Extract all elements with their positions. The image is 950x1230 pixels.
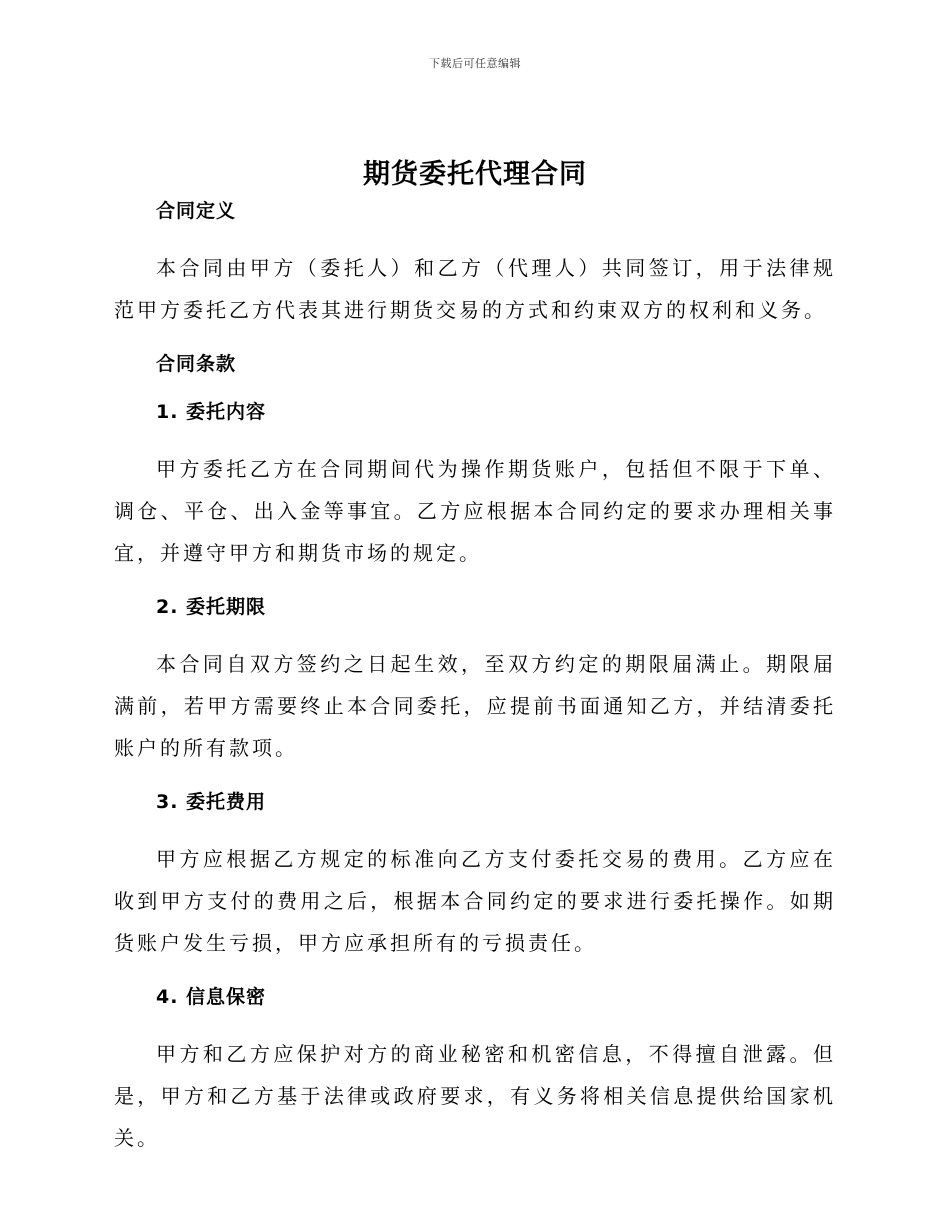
clause-paragraph-4: 甲方和乙方应保护对方的商业秘密和机密信息，不得擅自泄露。但是，甲方和乙方基于法律或政府要求，有义务将相关信息提供给国家机关。 — [114, 1042, 836, 1150]
clause-paragraph-2: 本合同自双方签约之日起生效，至双方约定的期限届满止。期限届满前，若甲方需要终止本合同委托，应提前书面通知乙方，并结清委托账户的所有款项。 — [114, 652, 836, 760]
clause-paragraph-1: 甲方委托乙方在合同期间代为操作期货账户，包括但不限于下单、调仓、平仓、出入金等事宜。乙方应根据本合同约定的要求办理相关事宜，并遵守甲方和期货市场的规定。 — [114, 457, 836, 565]
clause-heading-2: 2. 委托期限 — [156, 596, 267, 618]
clause-paragraph-3: 甲方应根据乙方规定的标准向乙方支付委托交易的费用。乙方应在收到甲方支付的费用之后，根据本合同约定的要求进行委托操作。如期货账户发生亏损，甲方应承担所有的亏损责任。 — [114, 847, 836, 955]
header-note: 下载后可任意编辑 — [429, 57, 521, 70]
section-heading-terms: 合同条款 — [156, 353, 237, 375]
clause-heading-3: 3. 委托费用 — [156, 791, 267, 813]
document-title: 期货委托代理合同 — [363, 159, 587, 190]
clause-heading-4: 4. 信息保密 — [156, 986, 267, 1008]
clause-heading-1: 1. 委托内容 — [156, 401, 267, 423]
paragraph-definition: 本合同由甲方（委托人）和乙方（代理人）共同签订，用于法律规范甲方委托乙方代表其进行期货交易的方式和约束双方的权利和义务。 — [114, 256, 836, 322]
section-heading-definition: 合同定义 — [156, 200, 237, 222]
document-body — [114, 196, 836, 1159]
